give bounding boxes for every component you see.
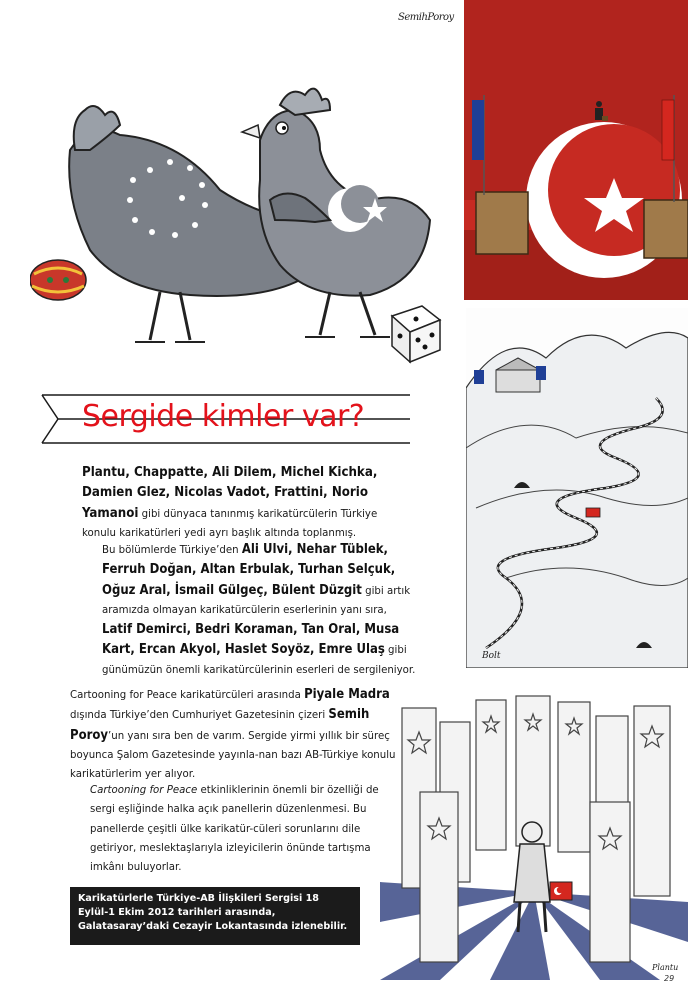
dice-icon bbox=[392, 306, 440, 362]
page-number: 29 bbox=[664, 974, 675, 983]
svg-text:Bolt: Bolt bbox=[482, 651, 501, 661]
cartoon-hens-illustration bbox=[30, 80, 450, 380]
p2-text-3: gibi günümüzün önemli karikatürcülerinin eserleri de sergileniyor. bbox=[102, 645, 416, 676]
exhibition-info-box: Karikatürlerle Türkiye-AB İlişkileri Sergisi 18 Eylül-1 Ekim 2012 tarihleri arasında, Galatasaray’daki Cezayir Lokantasında izlenebilir. bbox=[70, 887, 360, 945]
artist-signature: SemihPoroy bbox=[398, 12, 454, 23]
p4-italic-name: Cartooning for Peace bbox=[90, 785, 198, 796]
paragraph-turkish-cartoonists bbox=[102, 540, 420, 680]
cartoon-mountain-road-illustration bbox=[466, 308, 688, 668]
cartoonist-names-international: Plantu, Chappatte, Ali Dilem, Michel Kichka, Damien Glez, Nicolas Vadot, Frattini, Norio Yamanoi bbox=[82, 465, 378, 521]
svg-text:Plantu: Plantu bbox=[652, 963, 679, 972]
paragraph-cartooning-for-peace bbox=[70, 685, 410, 784]
cartoonist-names-current: Latif Demirci, Bedri Koraman, Tan Oral, Musa Kart, Ercan Akyol, Haslet Soyöz, Emre Ulaş bbox=[102, 622, 400, 658]
cartoon-doors-illustration bbox=[380, 692, 688, 980]
paragraph-intro-text: gibi dünyaca tanınmış karikatürcülerin Türkiye konulu karikatürleri yedi ayrı başlık altında toplanmış. bbox=[82, 508, 378, 539]
paragraph-intro bbox=[82, 463, 412, 543]
paragraph-panels bbox=[90, 781, 390, 877]
cartoonist-name-semih-poroy: Semih Poroy bbox=[70, 707, 370, 743]
painted-egg-icon bbox=[30, 260, 86, 300]
cartoonist-name-piyale-madra: Piyale Madra bbox=[304, 687, 390, 702]
turkish-flag-icon bbox=[662, 100, 674, 160]
p2-text-1: Bu bölümlerde Türkiye’den bbox=[102, 545, 242, 556]
turkish-flag-car-icon bbox=[586, 508, 600, 517]
section-title: Sergide kimler var? bbox=[82, 399, 365, 434]
eu-flag-icon bbox=[472, 100, 484, 160]
p3-text-2: dışında Türkiye’den Cumhuriyet Gazetesinin çizeri bbox=[70, 710, 329, 722]
p4-text: etkinliklerinin önemli bir özelliği de sergi eşliğinde halka açık panellerin düzenlenmesi. Bu panellerde çeşitli ülke karikatür-cüleri sorunlarını dile getiriyor, meslektaşlarıyla izleyicilerin önünde tartışma imkânı buluyorlar. bbox=[90, 785, 379, 874]
cartoonist-names-past: Ali Ulvi, Nehar Tüblek, Ferruh Doğan, Altan Erbulak, Turhan Selçuk, Oğuz Aral, İsmail Gülgeç, Bülent Düzgit bbox=[102, 542, 396, 598]
eu-flag-small-icon bbox=[474, 370, 484, 384]
p3-text-1: Cartooning for Peace karikatürcüleri arasında bbox=[70, 690, 305, 701]
p2-text-2: gibi artık aramızda olmayan karikatürcülerin eserlerinin yanı sıra, bbox=[102, 585, 411, 616]
cartoon-crescent-illustration bbox=[464, 0, 688, 300]
p3-text-3: ’un yanı sıra ben de varım. Sergide yirmi yıllık bir süreç boyunca Şalom Gazetesinde yayınla-nan bazı AB-Türkiye konulu karikatürlerim yer alıyor. bbox=[70, 730, 396, 781]
